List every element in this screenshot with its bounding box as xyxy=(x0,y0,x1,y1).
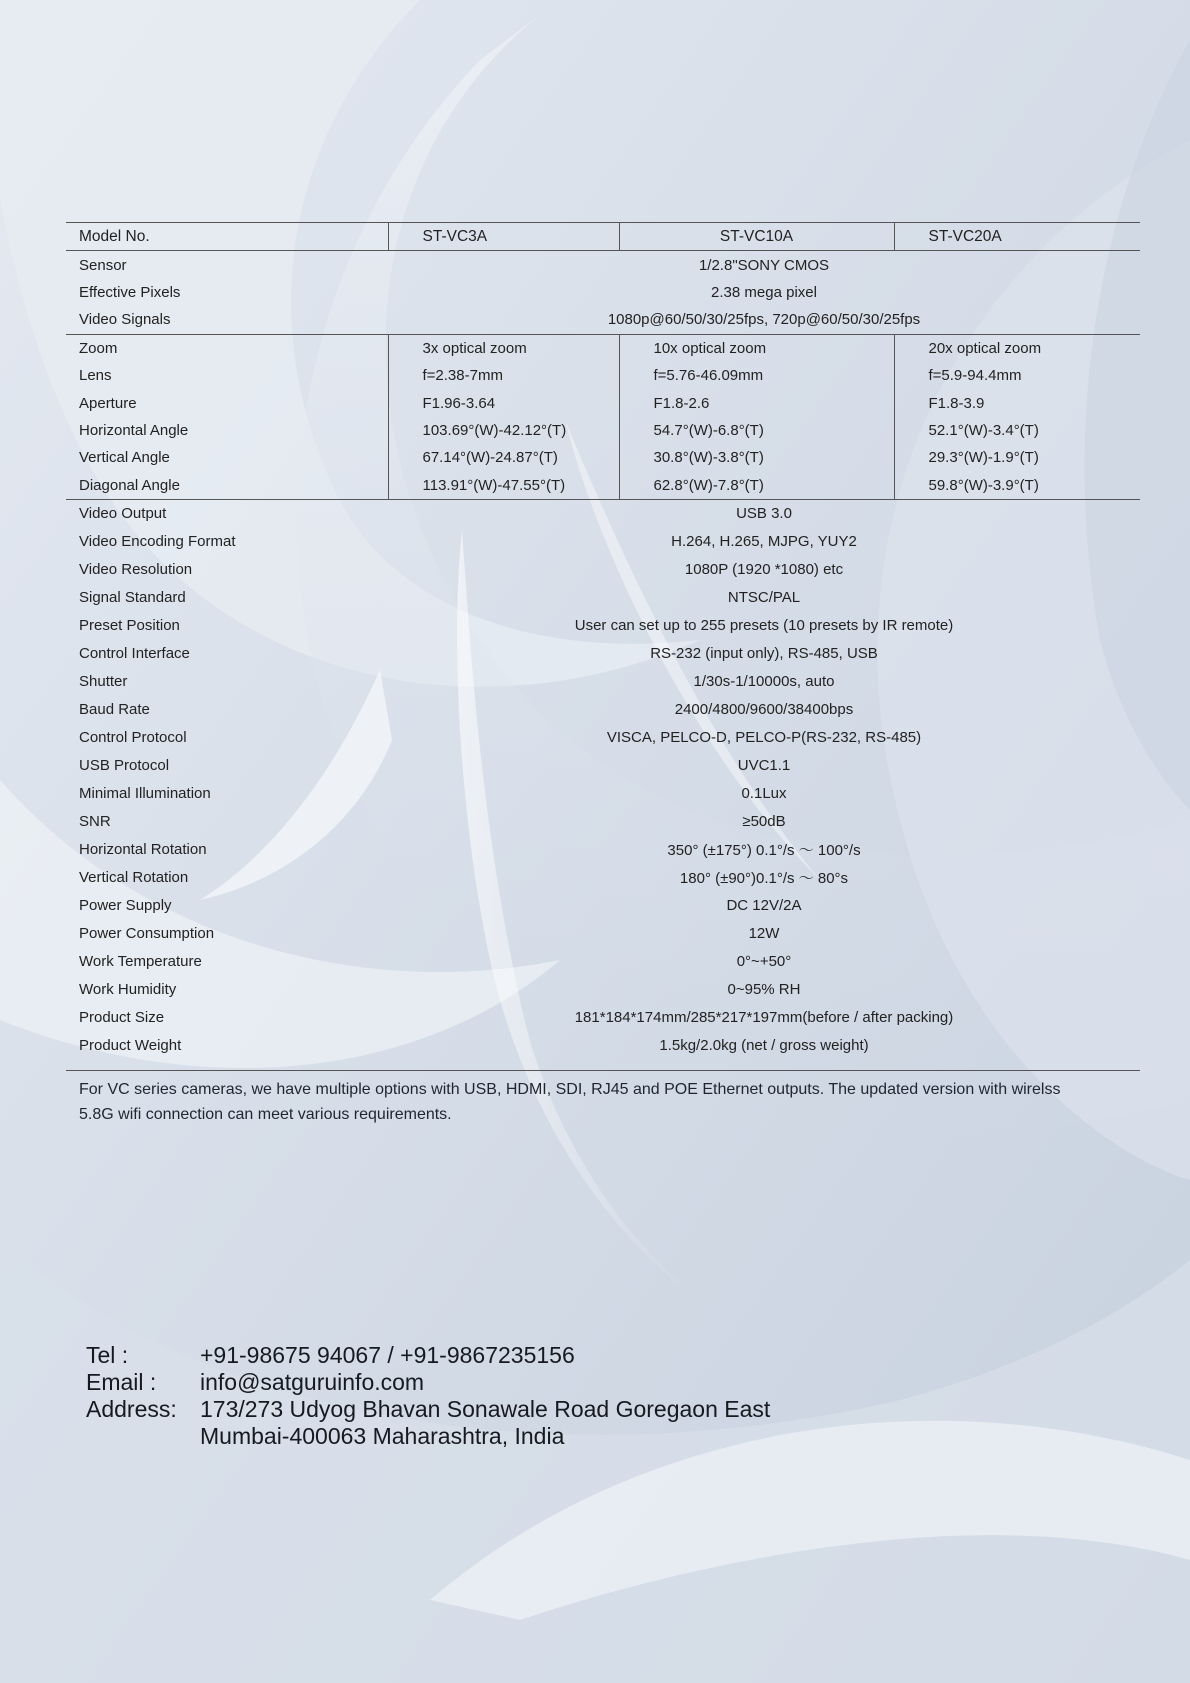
row-label: Product Weight xyxy=(66,1032,388,1071)
row-label: Power Consumption xyxy=(79,925,215,943)
row-label: Vertical Angle xyxy=(66,444,388,471)
address-label-spacer xyxy=(86,1423,200,1450)
table-row xyxy=(66,362,1140,389)
table-row xyxy=(66,584,1140,612)
row-value: 67.14°(W)-24.87°(T) xyxy=(388,444,619,471)
row-label: Lens xyxy=(66,362,388,389)
header-model: ST-VC3A xyxy=(388,223,619,251)
row-label: Video Output xyxy=(79,505,167,523)
row-value: F1.8-2.6 xyxy=(619,389,894,416)
contact-address-row-2 xyxy=(86,1423,770,1450)
row-label: Preset Position xyxy=(79,617,180,635)
table-header-row xyxy=(66,223,1140,251)
row-label: Sensor xyxy=(79,256,127,274)
row-value: 1080p@60/50/30/25fps, 720p@60/50/30/25fps xyxy=(607,311,921,329)
row-label: Horizontal Angle xyxy=(66,417,388,444)
row-value: DC 12V/2A xyxy=(726,897,802,915)
row-label: Work Humidity xyxy=(79,981,177,999)
header-label: Model No. xyxy=(66,223,388,251)
table-row xyxy=(66,279,1140,306)
row-value: NTSC/PAL xyxy=(727,589,801,607)
row-value: f=5.9-94.4mm xyxy=(928,367,1022,385)
row-label: Diagonal Angle xyxy=(66,472,388,500)
address-line-1: 173/273 Udyog Bhavan Sonawale Road Goregaon East xyxy=(200,1396,771,1422)
row-value: 1/30s-1/10000s, auto xyxy=(693,673,835,691)
row-value: F1.96-3.64 xyxy=(388,389,619,416)
row-label: Video Resolution xyxy=(79,561,193,579)
table-row xyxy=(66,251,1140,279)
table-row xyxy=(66,892,1140,920)
row-label: Minimal Illumination xyxy=(79,785,211,803)
table-row xyxy=(66,724,1140,752)
table-row xyxy=(66,864,1140,892)
row-label: Baud Rate xyxy=(79,701,150,719)
row-value: 350° (±175°) 0.1°/s ～ 100°/s xyxy=(667,842,861,860)
table-row xyxy=(66,640,1140,668)
row-label: Zoom xyxy=(66,334,388,362)
row-value: 103.69°(W)-42.12°(T) xyxy=(388,417,619,444)
series-note: For VC series cameras, we have multiple options with USB, HDMI, SDI, RJ45 and POE Ethernet outputs. The updated version with wirelss 5.8G wifi connection can meet various requirements. xyxy=(79,1081,1061,1123)
row-value: H.264, H.265, MJPG, YUY2 xyxy=(671,533,857,551)
row-value: 0.1Lux xyxy=(741,785,787,803)
table-row xyxy=(66,752,1140,780)
table-row xyxy=(66,444,1140,471)
row-value: RS-232 (input only), RS-485, USB xyxy=(650,645,878,663)
row-value: User can set up to 255 presets (10 presets by IR remote) xyxy=(574,617,954,635)
row-label: Horizontal Rotation xyxy=(79,841,207,859)
row-value: 54.7°(W)-6.8°(T) xyxy=(619,417,894,444)
row-value: 113.91°(W)-47.55°(T) xyxy=(388,472,619,500)
row-value: ≥50dB xyxy=(742,813,786,831)
row-value: 1/2.8"SONY CMOS xyxy=(698,256,830,274)
row-value: 3x optical zoom xyxy=(388,334,619,362)
row-value: 180° (±90°)0.1°/s ～ 80°s xyxy=(679,870,849,888)
row-label: Effective Pixels xyxy=(79,283,181,301)
row-value: f=5.76-46.09mm xyxy=(619,362,894,389)
row-value: 30.8°(W)-3.8°(T) xyxy=(619,444,894,471)
table-row xyxy=(66,389,1140,416)
contact-address-row xyxy=(86,1396,770,1423)
table-row xyxy=(66,556,1140,584)
row-value: 52.1°(W)-3.4°(T) xyxy=(928,421,1039,439)
row-value: UVC1.1 xyxy=(737,757,791,775)
row-label: Shutter xyxy=(79,673,128,691)
table-row xyxy=(66,306,1140,334)
table-row xyxy=(66,1004,1140,1032)
tel-value: +91-98675 94067 / +91-9867235156 xyxy=(200,1342,575,1368)
row-label: SNR xyxy=(79,813,111,831)
row-value: 0~95% RH xyxy=(727,981,801,999)
email-label: Email : xyxy=(86,1369,157,1395)
row-label: Vertical Rotation xyxy=(79,869,189,887)
email-value: info@satguruinfo.com xyxy=(200,1369,425,1395)
row-label: Work Temperature xyxy=(79,953,202,971)
row-value: 1.5kg/2.0kg (net / gross weight) xyxy=(388,1032,1140,1071)
row-value: 2.38 mega pixel xyxy=(711,283,817,301)
header-model: ST-VC10A xyxy=(619,223,894,251)
table-row xyxy=(66,836,1140,864)
table-row xyxy=(66,499,1140,528)
table-row xyxy=(66,920,1140,948)
row-value: 59.8°(W)-3.9°(T) xyxy=(894,472,1140,500)
row-value: 62.8°(W)-7.8°(T) xyxy=(619,472,894,500)
row-label: Control Protocol xyxy=(79,729,187,747)
table-row xyxy=(66,948,1140,976)
header-model: ST-VC20A xyxy=(894,223,1140,251)
table-row xyxy=(66,668,1140,696)
table-row xyxy=(66,780,1140,808)
row-value: 2400/4800/9600/38400bps xyxy=(674,701,854,719)
table-row xyxy=(66,696,1140,724)
row-label: Signal Standard xyxy=(79,589,186,607)
spec-table xyxy=(66,222,1140,1071)
row-value: 1080P (1920 *1080) etc xyxy=(684,561,844,579)
row-value: 20x optical zoom xyxy=(894,334,1140,362)
contact-block xyxy=(86,1342,770,1450)
row-label: USB Protocol xyxy=(79,757,170,775)
table-row xyxy=(66,976,1140,1004)
row-label: Power Supply xyxy=(79,897,172,915)
row-value: 181*184*174mm/285*217*197mm(before / after packing) xyxy=(574,1009,954,1027)
table-row xyxy=(66,472,1140,500)
table-row xyxy=(66,1032,1140,1071)
table-row xyxy=(66,612,1140,640)
table-row xyxy=(66,334,1140,362)
tel-label: Tel : xyxy=(86,1342,129,1368)
table-row xyxy=(66,808,1140,836)
row-value: f=2.38-7mm xyxy=(388,362,619,389)
row-label: Video Signals xyxy=(79,311,171,329)
contact-tel-row xyxy=(86,1342,770,1369)
row-label: Aperture xyxy=(66,389,388,416)
row-value: 10x optical zoom xyxy=(619,334,894,362)
contact-email-row xyxy=(86,1369,770,1396)
row-label: Video Encoding Format xyxy=(79,533,236,551)
row-value: 29.3°(W)-1.9°(T) xyxy=(928,449,1039,467)
table-row xyxy=(66,528,1140,556)
address-label: Address: xyxy=(86,1396,177,1422)
row-value: F1.8-3.9 xyxy=(928,394,985,412)
row-value: 12W xyxy=(748,925,780,943)
row-value: 0°~+50° xyxy=(736,953,792,971)
row-label: Product Size xyxy=(79,1009,165,1027)
row-value: USB 3.0 xyxy=(736,505,792,523)
address-line-2: Mumbai-400063 Maharashtra, India xyxy=(200,1423,565,1449)
table-row xyxy=(66,417,1140,444)
row-value: VISCA, PELCO-D, PELCO-P(RS-232, RS-485) xyxy=(606,729,922,747)
row-label: Control Interface xyxy=(79,645,190,663)
